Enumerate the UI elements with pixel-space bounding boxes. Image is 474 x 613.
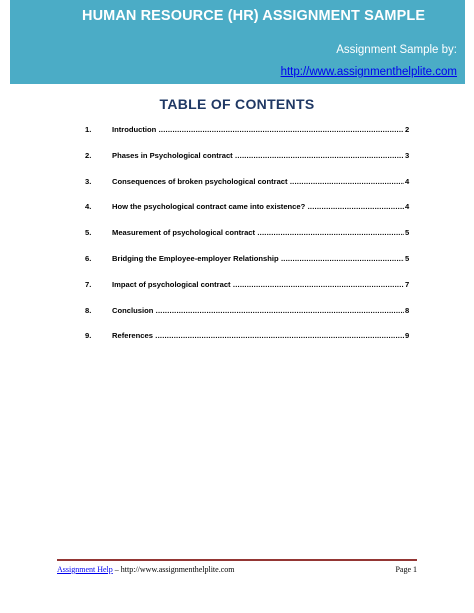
toc-entry-number: 6. [85, 254, 92, 263]
footer-url: – http://www.assignmenthelplite.com [112, 565, 235, 574]
header-banner [10, 0, 465, 84]
toc-entry-title: Conclusion ..... [112, 306, 404, 315]
toc-entry[interactable] [0, 148, 474, 164]
toc-entry-page: 2 [405, 125, 410, 134]
toc-entry-title: Impact of psychological contract ..... [112, 280, 404, 289]
page-footer [57, 565, 417, 574]
toc-entry-title: Measurement of psychological contract ..... [112, 228, 404, 237]
toc-entry[interactable] [0, 303, 474, 319]
author-link[interactable]: http://www.assignmenthelplite.com [280, 66, 457, 78]
toc-entry[interactable] [0, 328, 474, 344]
toc-entry-title: Consequences of broken psychological contract ..... [112, 177, 404, 186]
toc-entry-page: 5 [405, 228, 410, 238]
toc-entry[interactable] [0, 122, 474, 138]
footer-divider [57, 559, 417, 561]
toc-entry-title: How the psychological contract came into existence? ..... [112, 202, 404, 211]
toc-entry[interactable] [0, 251, 474, 267]
toc-entry-number: 3. [85, 176, 92, 186]
toc-entry[interactable] [0, 277, 474, 293]
author-caption: Assignment Sample by: [336, 44, 457, 56]
toc-entry-title: References ..... [112, 331, 404, 340]
toc-entry-page: 9 [405, 331, 410, 341]
footer-link[interactable]: Assignment Help [57, 565, 113, 574]
toc-entry-number: 9. [85, 331, 92, 341]
toc-entry-number: 2. [85, 150, 92, 160]
toc-entry-page: 4 [405, 176, 410, 186]
toc-heading: TABLE OF CONTENTS [159, 96, 315, 112]
toc-entry-page: 3 [405, 150, 410, 160]
toc-entry-number: 8. [85, 305, 92, 315]
toc-entry-title: Introduction ..... [112, 125, 404, 134]
toc-entry-page: 8 [405, 305, 410, 315]
toc-entry-page: 5 [405, 254, 410, 263]
toc-entry-number: 7. [85, 279, 92, 289]
toc-entry-number: 1. [85, 125, 92, 134]
toc-entry[interactable] [0, 199, 474, 215]
toc-entry-title: Bridging the Employee-employer Relationship ..... [112, 254, 404, 263]
toc-entry-page: 7 [405, 279, 410, 289]
toc-entry-page: 4 [405, 202, 410, 212]
toc-entry-number: 5. [85, 228, 92, 238]
toc-entry[interactable] [0, 174, 474, 190]
document-title: HUMAN RESOURCE (HR) ASSIGNMENT SAMPLE [82, 8, 426, 24]
page-number: Page 1 [395, 565, 417, 574]
toc-entry[interactable] [0, 225, 474, 241]
toc-entry-title: Phases in Psychological contract ..... [112, 151, 404, 160]
toc-entry-number: 4. [85, 202, 92, 212]
